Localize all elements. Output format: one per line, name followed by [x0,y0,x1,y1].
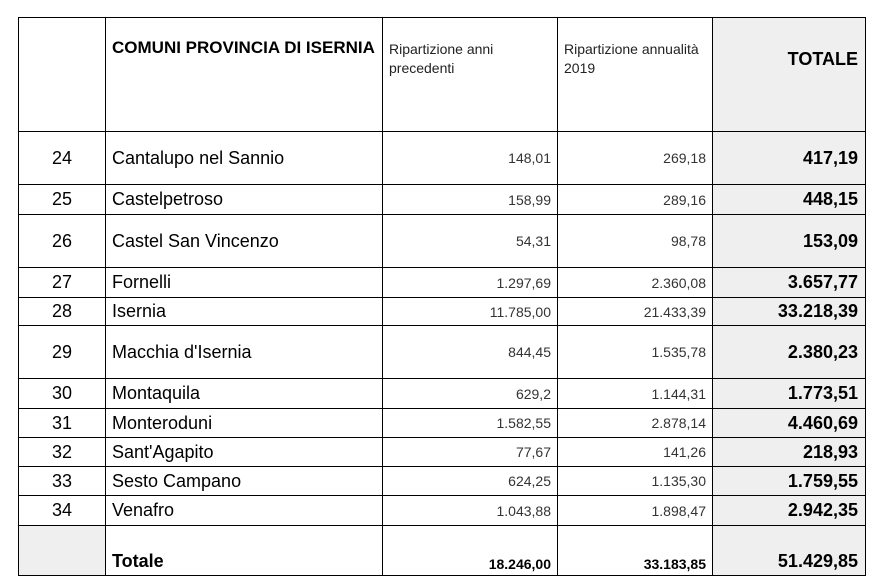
row-2019: 2.360,08 [558,268,713,298]
table-row [19,298,866,326]
row-comune: Montaquila [106,379,383,409]
table-row [19,409,866,438]
row-total: 218,93 [713,438,866,467]
row-comune: Sesto Campano [106,467,383,496]
table-row [19,132,866,185]
total-row [19,526,866,576]
row-prev: 1.043,88 [383,496,558,526]
row-2019: 1.535,78 [558,326,713,379]
row-2019: 269,18 [558,132,713,185]
total-2019: 33.183,85 [558,526,713,576]
row-total: 33.218,39 [713,298,866,326]
row-number: 25 [19,185,106,215]
row-number: 30 [19,379,106,409]
table-row [19,185,866,215]
table-row [19,467,866,496]
row-number: 29 [19,326,106,379]
row-comune: Isernia [106,298,383,326]
row-comune: Castel San Vincenzo [106,215,383,268]
table-row [19,379,866,409]
row-total: 2.942,35 [713,496,866,526]
row-2019: 2.878,14 [558,409,713,438]
row-number: 33 [19,467,106,496]
row-prev: 77,67 [383,438,558,467]
row-prev: 1.297,69 [383,268,558,298]
row-2019: 21.433,39 [558,298,713,326]
row-comune: Cantalupo nel Sannio [106,132,383,185]
row-number: 27 [19,268,106,298]
row-number: 31 [19,409,106,438]
row-prev: 148,01 [383,132,558,185]
row-prev: 158,99 [383,185,558,215]
row-number: 28 [19,298,106,326]
row-2019: 1.144,31 [558,379,713,409]
isernia-allocation-table [18,17,866,576]
header-number-cell [19,18,106,132]
header-title: COMUNI PROVINCIA DI ISERNIA [106,18,383,132]
total-row-number-cell [19,526,106,576]
table-row [19,438,866,467]
row-number: 26 [19,215,106,268]
row-number: 32 [19,438,106,467]
row-total: 1.773,51 [713,379,866,409]
row-number: 24 [19,132,106,185]
row-comune: Macchia d'Isernia [106,326,383,379]
row-comune: Monteroduni [106,409,383,438]
table-row [19,215,866,268]
row-2019: 141,26 [558,438,713,467]
table-row [19,496,866,526]
row-2019: 1.135,30 [558,467,713,496]
grand-total: 51.429,85 [713,526,866,576]
total-prev: 18.246,00 [383,526,558,576]
row-prev: 11.785,00 [383,298,558,326]
table-row [19,326,866,379]
row-prev: 1.582,55 [383,409,558,438]
row-prev: 844,45 [383,326,558,379]
row-comune: Sant'Agapito [106,438,383,467]
header-year-2019: Ripartizione annualità 2019 [558,18,713,132]
row-comune: Fornelli [106,268,383,298]
row-2019: 1.898,47 [558,496,713,526]
row-total: 417,19 [713,132,866,185]
table-row [19,268,866,298]
header-total: TOTALE [713,18,866,132]
row-total: 3.657,77 [713,268,866,298]
total-label: Totale [106,526,383,576]
row-prev: 629,2 [383,379,558,409]
row-number: 34 [19,496,106,526]
row-total: 1.759,55 [713,467,866,496]
row-comune: Venafro [106,496,383,526]
row-comune: Castelpetroso [106,185,383,215]
header-prev-years: Ripartizione anni precedenti [383,18,558,132]
row-prev: 624,25 [383,467,558,496]
row-total: 4.460,69 [713,409,866,438]
row-total: 448,15 [713,185,866,215]
row-total: 2.380,23 [713,326,866,379]
row-prev: 54,31 [383,215,558,268]
row-2019: 98,78 [558,215,713,268]
table-header-row [19,18,866,132]
row-total: 153,09 [713,215,866,268]
row-2019: 289,16 [558,185,713,215]
